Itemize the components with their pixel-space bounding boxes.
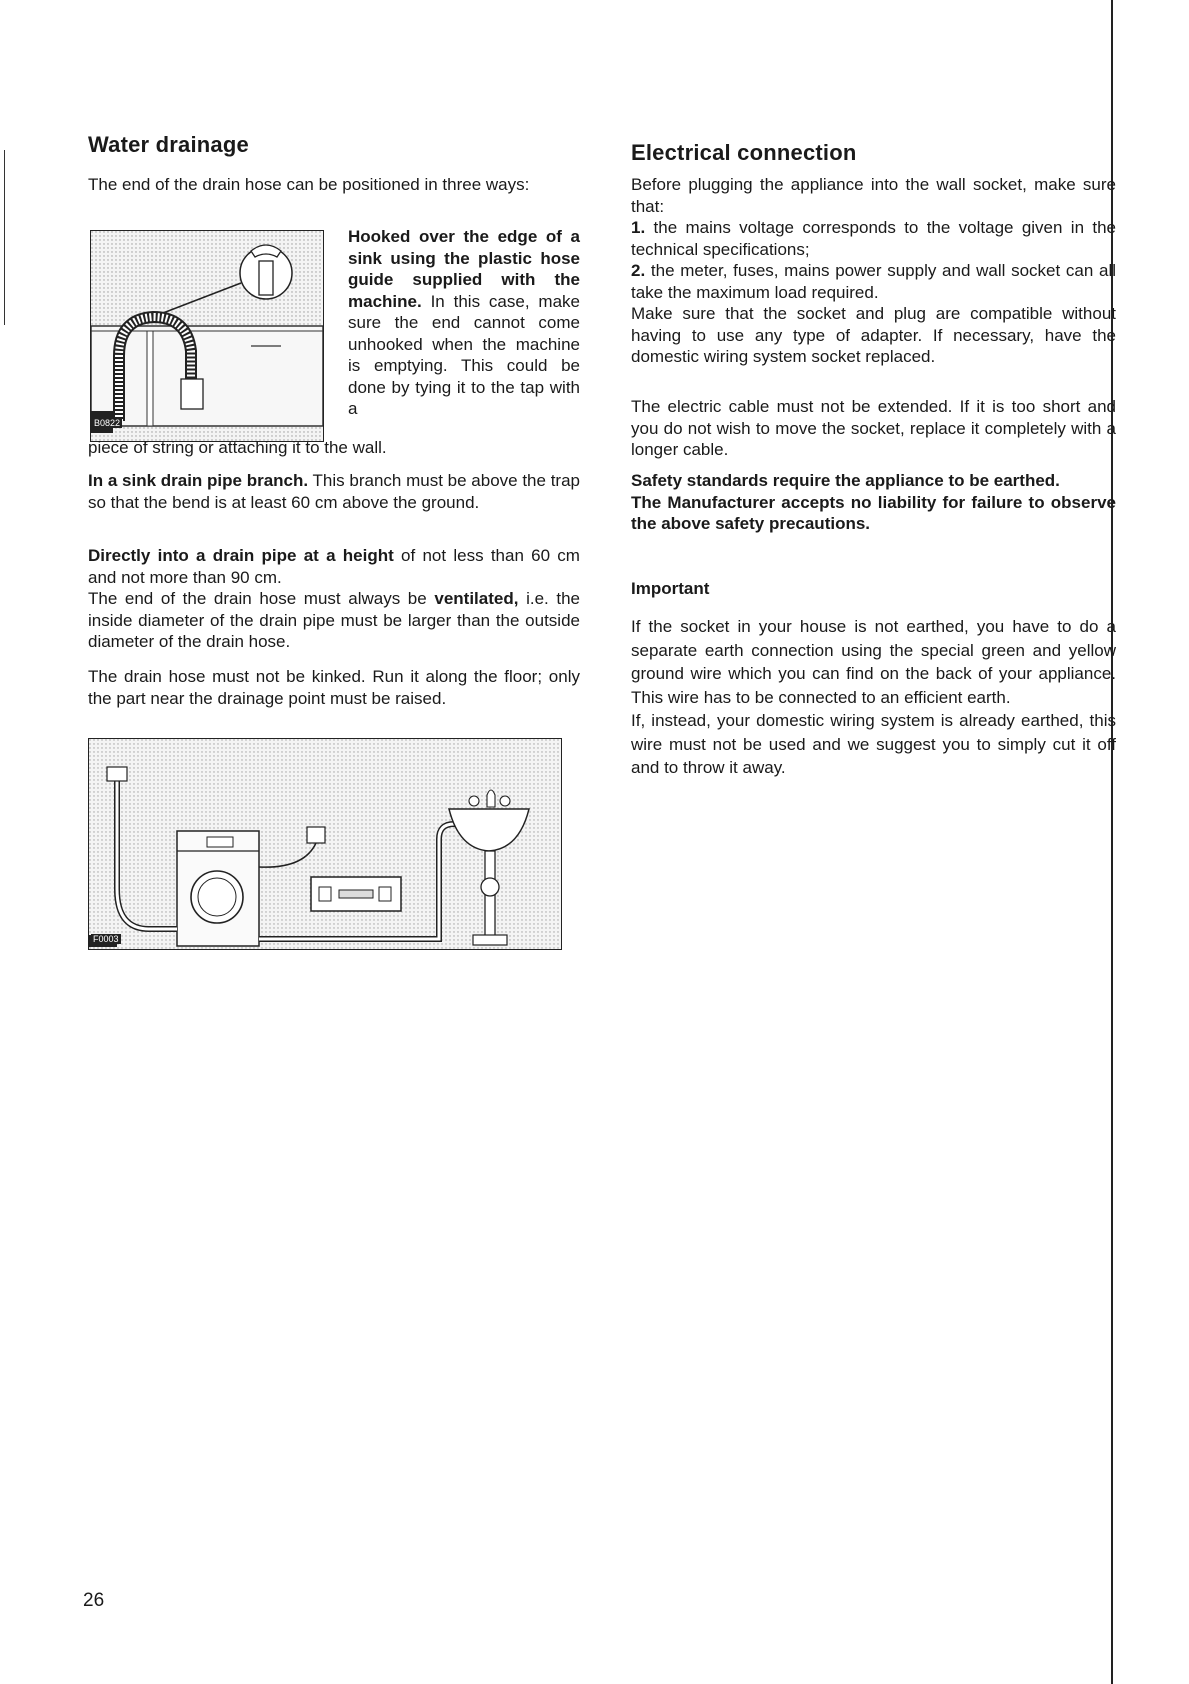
branch-option	[88, 470, 580, 513]
hooked-option	[348, 226, 580, 420]
cable-extension-warning: The electric cable must not be extended. If it is too short and you do not wish to move the socket, replace it completely with a longer cable.	[631, 397, 1116, 459]
page-number: 26	[83, 1590, 105, 1611]
earthing-requirement: Safety standards require the appliance to be earthed.	[631, 471, 1060, 490]
direct-option: Directly into a drain pipe at a height of not less than 60 cm and not more than 90 cm. The end of the drain hose must always be ventilated, i.e. the inside diameter of the drain pipe must be larger than the outside diameter of the drain hose.	[88, 546, 580, 651]
liability-disclaimer: The Manufacturer accepts no liability for failure to observe the above safety precautions.	[631, 492, 1116, 533]
hooked-option-text: In this case, make sure the end cannot come unhooked when the machine is emptying. This could be done by tying it to the tap with a	[348, 291, 580, 418]
branch-option-text: This branch must be above the trap so that the bend is at least 60 cm above the ground.	[88, 471, 580, 512]
checklist-item-2: 2. the meter, fuses, mains power supply and wall socket can all take the maximum load required.	[631, 261, 1116, 302]
important-notes	[631, 615, 1116, 780]
direct-option-text: of not less than 60 cm and not more than 90 cm.	[88, 546, 580, 587]
direct-option-heading: Directly into a drain pipe at a height	[88, 546, 394, 565]
drain-installation-figure-code: F0003	[93, 934, 119, 944]
scan-margin-line	[4, 150, 5, 325]
compatibility-text: Make sure that the socket and plug are compatible without having to use any type of adapter. If necessary, have the domestic wiring system socket replaced.	[631, 304, 1116, 366]
hose-hook-figure-code: B0822	[94, 418, 121, 428]
drainage-intro: The end of the drain hose can be positioned in three ways:	[88, 175, 530, 194]
electrical-checklist	[631, 174, 1116, 368]
drain-installation-illustration	[89, 739, 561, 949]
safety-notice	[631, 470, 1116, 535]
important-note-2: If, instead, your domestic wiring system is already earthed, this wire must not be used and we suggest you to simply cut it off and to throw it away.	[631, 711, 1116, 777]
electrical-connection-title: Electrical connection	[631, 140, 857, 165]
ventilated-emphasis: ventilated,	[434, 589, 519, 608]
kink-warning: The drain hose must not be kinked. Run it along the floor; only the part near the drainage point must be raised.	[88, 667, 580, 708]
important-note-1: If the socket in your house is not earthed, you have to do a separate earth connection using the special green and yellow ground wire which you can find on the back of your appliance. This wire has to be connected to an efficient earth.	[631, 617, 1116, 707]
water-drainage-title: Water drainage	[88, 132, 249, 157]
important-heading-block	[631, 578, 1116, 600]
checklist-item-1: 1. the mains voltage corresponds to the voltage given in the technical specifications;	[631, 218, 1116, 259]
hooked-option-heading: Hooked over the edge of a sink using the plastic hose guide supplied with the machine.	[348, 227, 580, 311]
drain-installation-figure	[88, 738, 562, 950]
branch-option-heading: In a sink drain pipe branch.	[88, 471, 309, 490]
hose-hook-figure	[90, 230, 324, 442]
hooked-option-continuation: piece of string or attaching it to the wall.	[88, 438, 387, 457]
important-heading: Important	[631, 579, 710, 598]
hose-hook-illustration	[91, 231, 323, 441]
electrical-intro: Before plugging the appliance into the wall socket, make sure that:	[631, 175, 1116, 216]
